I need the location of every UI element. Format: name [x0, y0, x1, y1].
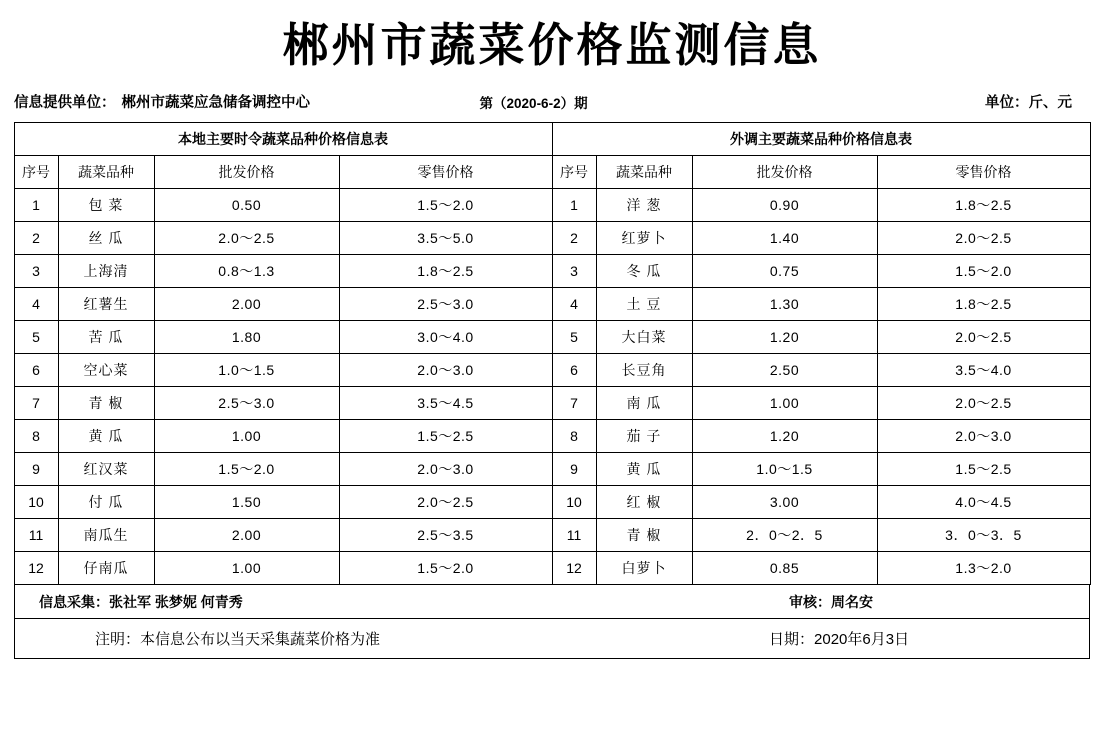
table-row: [14, 519, 1090, 552]
cell-retail: 3.5～4.5: [339, 387, 552, 420]
cell-name: 丝 瓜: [58, 222, 154, 255]
cell-name: 红 椒: [596, 486, 692, 519]
cell-no: 8: [552, 420, 596, 453]
cell-wholesale: 2.0～2.5: [154, 222, 339, 255]
supplier-block: [14, 91, 480, 112]
note-label: 注明：: [95, 631, 141, 649]
cell-no: 4: [14, 288, 58, 321]
cell-name: 南 瓜: [596, 387, 692, 420]
cell-wholesale: 1.00: [154, 420, 339, 453]
cell-wholesale: 2.5～3.0: [154, 387, 339, 420]
cell-retail: 4.0～4.5: [877, 486, 1090, 519]
cell-retail: 2.5～3.0: [339, 288, 552, 321]
cell-retail: 1.5～2.0: [339, 552, 552, 585]
cell-no: 4: [552, 288, 596, 321]
cell-retail: 2.0～3.0: [339, 354, 552, 387]
cell-name: 南瓜生: [58, 519, 154, 552]
reviewer-block: [789, 592, 1089, 612]
right-table-caption: 外调主要蔬菜品种价格信息表: [552, 123, 1090, 156]
cell-name: 大白菜: [596, 321, 692, 354]
note-text: 本信息公布以当天采集蔬菜价格为准: [140, 631, 381, 649]
collectors-names: 张社军 张梦妮 何青秀: [109, 593, 243, 610]
cell-no: 5: [14, 321, 58, 354]
cell-no: 2: [552, 222, 596, 255]
cell-wholesale: 1.20: [692, 420, 877, 453]
table-row: [14, 387, 1090, 420]
table-row: [14, 222, 1090, 255]
cell-no: 11: [14, 519, 58, 552]
table-header-row: [14, 156, 1090, 189]
left-header-wholesale: 批发价格: [154, 156, 339, 189]
cell-no: 3: [552, 255, 596, 288]
cell-wholesale: 1.5～2.0: [154, 453, 339, 486]
cell-name: 包 菜: [58, 189, 154, 222]
cell-wholesale: 2．0～2．5: [692, 519, 877, 552]
cell-name: 土 豆: [596, 288, 692, 321]
cell-wholesale: 1.20: [692, 321, 877, 354]
cell-no: 6: [552, 354, 596, 387]
reviewer-name: 周名安: [831, 593, 873, 610]
note-block: [15, 628, 769, 649]
cell-retail: 1.5～2.0: [339, 189, 552, 222]
footer-row: [14, 619, 1090, 659]
cell-retail: 1.5～2.5: [339, 420, 552, 453]
cell-retail: 2.0～2.5: [877, 387, 1090, 420]
cell-wholesale: 0.8～1.3: [154, 255, 339, 288]
table-caption-row: [14, 123, 1090, 156]
cell-wholesale: 1.0～1.5: [692, 453, 877, 486]
cell-wholesale: 1.0～1.5: [154, 354, 339, 387]
date-block: [769, 628, 1089, 649]
cell-name: 红汉菜: [58, 453, 154, 486]
cell-wholesale: 2.50: [692, 354, 877, 387]
cell-no: 10: [552, 486, 596, 519]
cell-no: 7: [552, 387, 596, 420]
cell-wholesale: 1.50: [154, 486, 339, 519]
date-value: 2020年6月3日: [814, 631, 910, 649]
table-row: [14, 255, 1090, 288]
cell-name: 空心菜: [58, 354, 154, 387]
table-row: [14, 420, 1090, 453]
cell-retail: 3．0～3．5: [877, 519, 1090, 552]
cell-wholesale: 2.00: [154, 288, 339, 321]
table-row: [14, 486, 1090, 519]
collectors-label: 信息采集：: [39, 593, 109, 610]
table-row: [14, 354, 1090, 387]
cell-wholesale: 3.00: [692, 486, 877, 519]
cell-retail: 1.8～2.5: [339, 255, 552, 288]
supplier-label: 信息提供单位：: [14, 95, 116, 112]
reviewer-label: 审核：: [789, 593, 831, 610]
cell-no: 10: [14, 486, 58, 519]
left-header-name: 蔬菜品种: [58, 156, 154, 189]
collectors-block: [15, 592, 789, 612]
right-header-retail: 零售价格: [877, 156, 1090, 189]
cell-no: 12: [552, 552, 596, 585]
cell-no: 3: [14, 255, 58, 288]
cell-retail: 2.0～2.5: [339, 486, 552, 519]
cell-retail: 1.5～2.5: [877, 453, 1090, 486]
cell-no: 9: [552, 453, 596, 486]
unit-label: 单位：斤、元: [985, 95, 1072, 112]
cell-retail: 3.0～4.0: [339, 321, 552, 354]
cell-no: 11: [552, 519, 596, 552]
table-row: [14, 288, 1090, 321]
collectors-row: [14, 585, 1090, 619]
left-header-no: 序号: [14, 156, 58, 189]
cell-retail: 2.0～2.5: [877, 321, 1090, 354]
table-row: [14, 453, 1090, 486]
left-table-caption: 本地主要时令蔬菜品种价格信息表: [14, 123, 552, 156]
cell-retail: 1.8～2.5: [877, 288, 1090, 321]
cell-name: 黄 瓜: [596, 453, 692, 486]
cell-name: 青 椒: [58, 387, 154, 420]
cell-wholesale: 1.80: [154, 321, 339, 354]
cell-wholesale: 0.90: [692, 189, 877, 222]
cell-no: 7: [14, 387, 58, 420]
cell-retail: 3.5～5.0: [339, 222, 552, 255]
cell-name: 青 椒: [596, 519, 692, 552]
cell-name: 苦 瓜: [58, 321, 154, 354]
table-row: [14, 552, 1090, 585]
cell-name: 黄 瓜: [58, 420, 154, 453]
page-title: 郴州市蔬菜价格监测信息: [282, 20, 822, 71]
table-row: [14, 189, 1090, 222]
right-header-no: 序号: [552, 156, 596, 189]
cell-retail: 2.0～2.5: [877, 222, 1090, 255]
date-label: 日期：: [769, 631, 815, 649]
left-header-retail: 零售价格: [339, 156, 552, 189]
cell-name: 上海清: [58, 255, 154, 288]
cell-no: 1: [552, 189, 596, 222]
issue-number: 第（2020-6-2）期: [479, 95, 588, 111]
right-header-wholesale: 批发价格: [692, 156, 877, 189]
cell-no: 5: [552, 321, 596, 354]
cell-name: 冬 瓜: [596, 255, 692, 288]
cell-wholesale: 1.30: [692, 288, 877, 321]
cell-wholesale: 1.00: [692, 387, 877, 420]
cell-name: 茄 子: [596, 420, 692, 453]
cell-name: 长豆角: [596, 354, 692, 387]
cell-wholesale: 1.00: [154, 552, 339, 585]
cell-name: 红萝卜: [596, 222, 692, 255]
cell-wholesale: 0.50: [154, 189, 339, 222]
cell-name: 洋 葱: [596, 189, 692, 222]
cell-no: 9: [14, 453, 58, 486]
supplier-name: 郴州市蔬菜应急储备调控中心: [121, 95, 310, 112]
cell-retail: 1.3～2.0: [877, 552, 1090, 585]
cell-retail: 2.0～3.0: [339, 453, 552, 486]
cell-retail: 2.5～3.5: [339, 519, 552, 552]
cell-wholesale: 0.75: [692, 255, 877, 288]
cell-no: 12: [14, 552, 58, 585]
cell-retail: 1.5～2.0: [877, 255, 1090, 288]
cell-retail: 3.5～4.0: [877, 354, 1090, 387]
cell-no: 2: [14, 222, 58, 255]
cell-name: 仔南瓜: [58, 552, 154, 585]
cell-name: 红薯生: [58, 288, 154, 321]
table-row: [14, 321, 1090, 354]
cell-retail: 1.8～2.5: [877, 189, 1090, 222]
cell-no: 6: [14, 354, 58, 387]
cell-wholesale: 2.00: [154, 519, 339, 552]
cell-wholesale: 1.40: [692, 222, 877, 255]
meta-row: [0, 83, 1104, 122]
price-table: [14, 122, 1091, 585]
cell-wholesale: 0.85: [692, 552, 877, 585]
cell-name: 白萝卜: [596, 552, 692, 585]
cell-no: 1: [14, 189, 58, 222]
cell-no: 8: [14, 420, 58, 453]
cell-retail: 2.0～3.0: [877, 420, 1090, 453]
cell-name: 付 瓜: [58, 486, 154, 519]
right-header-name: 蔬菜品种: [596, 156, 692, 189]
